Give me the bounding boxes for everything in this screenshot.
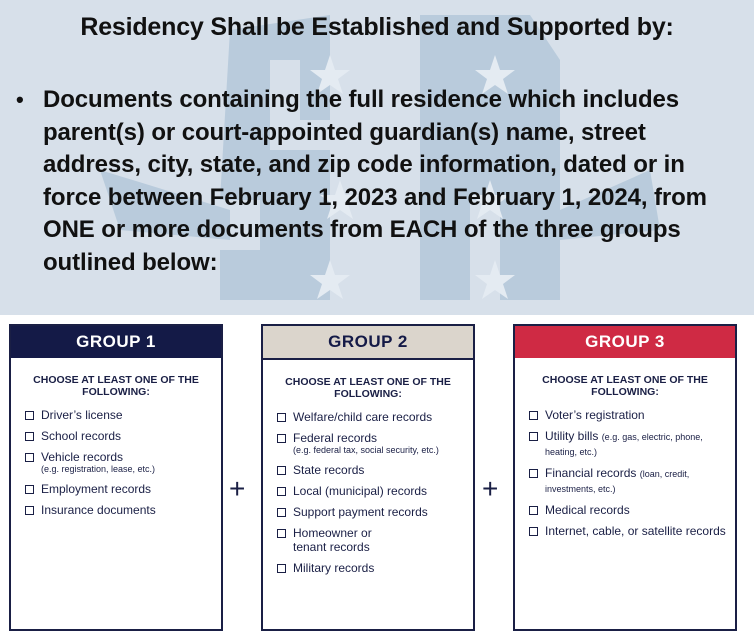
checkbox-icon	[25, 506, 34, 515]
list-item: Insurance documents	[25, 503, 213, 517]
group-2-title: GROUP 2	[263, 326, 473, 360]
list-item: Financial records (loan, credit, investments, etc.)	[529, 466, 727, 496]
list-item: Utility bills (e.g. gas, electric, phone, heating, etc.)	[529, 429, 727, 459]
list-item: Voter’s registration	[529, 408, 727, 422]
group-3-card	[513, 324, 737, 631]
requirement-text: Documents containing the full residence which includes parent(s) or court-appointed guardian(s) name, street address, city, state, and zip code information, dated or in force between February 1, 2023 and February 1, 2024, from ONE or more documents from EACH of the three groups outlined below:	[43, 86, 707, 276]
group-1-title: GROUP 1	[11, 326, 221, 358]
list-item: Medical records	[529, 503, 727, 517]
list-item: Vehicle records (e.g. registration, lease, etc.)	[25, 450, 213, 475]
plus-icon: +	[229, 473, 246, 504]
group-1-card	[9, 324, 223, 631]
checkbox-icon	[529, 432, 538, 441]
page-title: Residency Shall be Established and Supported by:	[80, 13, 674, 41]
list-item: State records	[277, 463, 465, 477]
checkbox-icon	[529, 469, 538, 478]
group-2-instruction: CHOOSE AT LEAST ONE OF THE FOLLOWING:	[285, 376, 451, 400]
list-item: Federal records (e.g. federal tax, social security, etc.)	[277, 431, 465, 456]
plus-icon: +	[482, 473, 499, 504]
checkbox-icon	[277, 487, 286, 496]
group-1-instruction: CHOOSE AT LEAST ONE OF THE FOLLOWING:	[33, 374, 199, 398]
checkbox-icon	[277, 529, 286, 538]
list-item: Driver’s license	[25, 408, 213, 422]
group-2-card	[261, 324, 475, 631]
checkbox-icon	[25, 485, 34, 494]
checkbox-icon	[529, 527, 538, 536]
checkbox-icon	[529, 506, 538, 515]
list-item: Local (municipal) records	[277, 484, 465, 498]
checkbox-icon	[277, 466, 286, 475]
group-3-instruction: CHOOSE AT LEAST ONE OF THE FOLLOWING:	[542, 374, 708, 398]
list-item: School records	[25, 429, 213, 443]
list-item: Internet, cable, or satellite records	[529, 524, 727, 538]
requirement-bullet	[16, 84, 746, 280]
checkbox-icon	[277, 508, 286, 517]
document-groups	[0, 315, 754, 636]
list-item: Welfare/child care records	[277, 410, 465, 424]
list-item: Support payment records	[277, 505, 465, 519]
checkbox-icon	[25, 432, 34, 441]
group-3-title: GROUP 3	[515, 326, 735, 358]
checkbox-icon	[277, 413, 286, 422]
list-item: Employment records	[25, 482, 213, 496]
header-banner	[0, 0, 754, 315]
checkbox-icon	[25, 411, 34, 420]
list-item: Homeowner or tenant records	[277, 526, 465, 554]
bullet-icon: •	[16, 87, 24, 112]
checkbox-icon	[277, 434, 286, 443]
checkbox-icon	[277, 564, 286, 573]
list-item: Military records	[277, 561, 465, 575]
checkbox-icon	[25, 453, 34, 462]
checkbox-icon	[529, 411, 538, 420]
